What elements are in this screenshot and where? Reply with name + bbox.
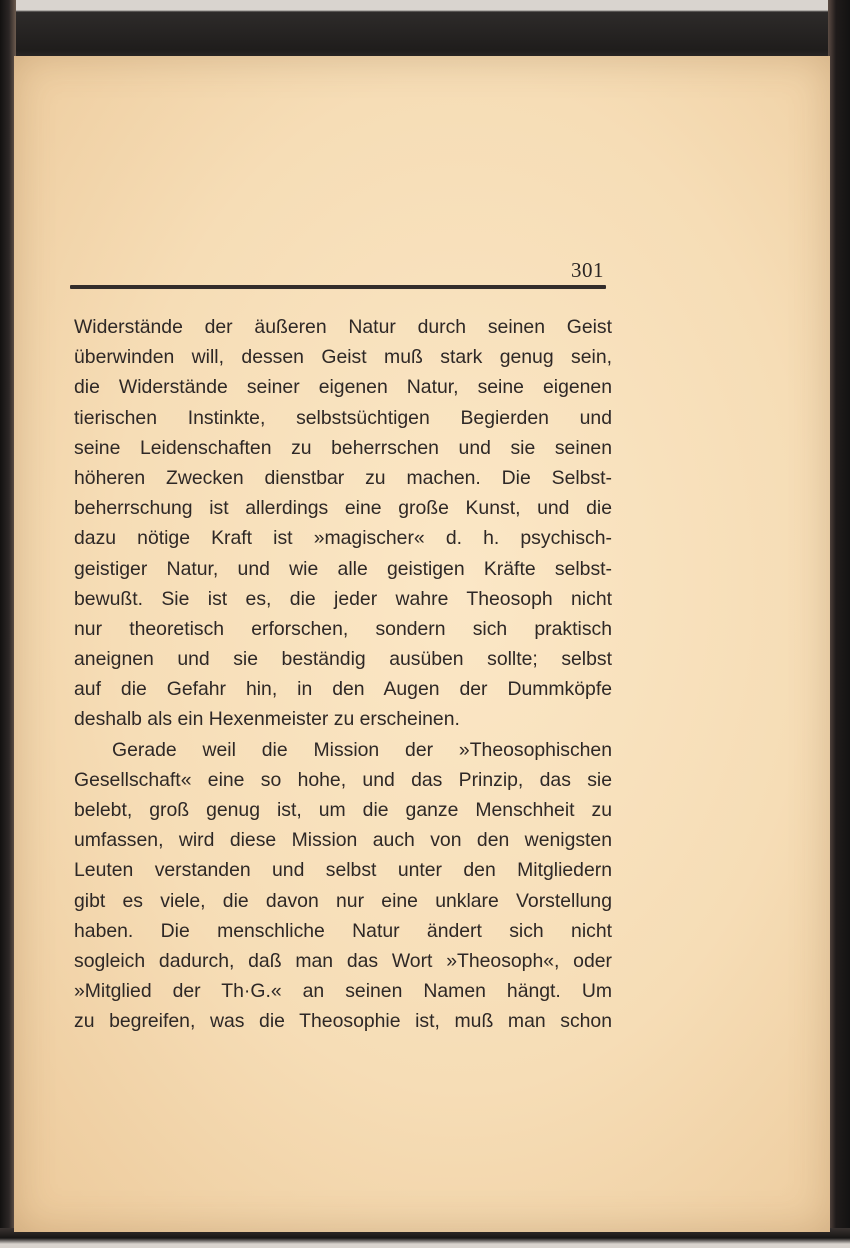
text-line: umfassen, wird diese Mission auch von den wenigsten [74, 829, 612, 852]
text-line: die Widerstände seiner eigenen Natur, seine eigenen [74, 376, 612, 399]
book-fore-edge-right [828, 0, 850, 1248]
text-line: nur theoretisch erforschen, sondern sich praktisch [74, 617, 612, 640]
text-line: Gesellschaft« eine so hohe, und das Prinzip, das sie [74, 768, 612, 791]
header-rule [70, 285, 606, 289]
text-line: Leuten verstanden und selbst unter den Mitgliedern [74, 859, 612, 882]
text-line: geistiger Natur, und wie alle geistigen Kräfte selbst- [74, 557, 612, 580]
running-head [70, 256, 606, 296]
paragraph-1 [74, 312, 612, 735]
paragraph-2 [74, 735, 612, 1037]
body-text [74, 312, 612, 1037]
text-line: überwinden will, dessen Geist muß stark genug sein, [74, 346, 612, 369]
book-page [14, 56, 830, 1232]
text-line: beherrschung ist allerdings eine große Kunst, und die [74, 497, 612, 520]
text-line: gibt es viele, die davon nur eine unklare Vorstellung [74, 889, 612, 912]
text-line: »Mitglied der Th·G.« an seinen Namen hängt. Um [74, 980, 612, 1003]
page-number: 301 [571, 258, 604, 282]
text-line: sogleich dadurch, daß man das Wort »Theosoph«, oder [74, 949, 612, 972]
text-line: deshalb als ein Hexenmeister zu erscheinen. [74, 708, 460, 731]
text-line: zu begreifen, was die Theosophie ist, muß man schon [74, 1010, 612, 1033]
text-line: seine Leidenschaften zu beherrschen und sie seinen [74, 436, 612, 459]
text-line: bewußt. Sie ist es, die jeder wahre Theosoph nicht [74, 587, 612, 610]
text-line: dazu nötige Kraft ist »magischer« d. h. psychisch- [74, 527, 612, 550]
text-line: auf die Gefahr hin, in den Augen der Dummköpfe [74, 678, 612, 701]
text-line: aneignen und sie beständig ausüben sollte; selbst [74, 648, 612, 671]
text-line: Widerstände der äußeren Natur durch seinen Geist [74, 316, 612, 338]
text-line: tierischen Instinkte, selbstsüchtigen Begierden und [74, 406, 612, 429]
text-line: Gerade weil die Mission der »Theosophischen [112, 738, 612, 761]
text-line: belebt, groß genug ist, um die ganze Menschheit zu [74, 799, 612, 821]
text-line: haben. Die menschliche Natur ändert sich nicht [74, 919, 612, 942]
text-line: höheren Zwecken dienstbar zu machen. Die Selbst- [74, 466, 612, 489]
